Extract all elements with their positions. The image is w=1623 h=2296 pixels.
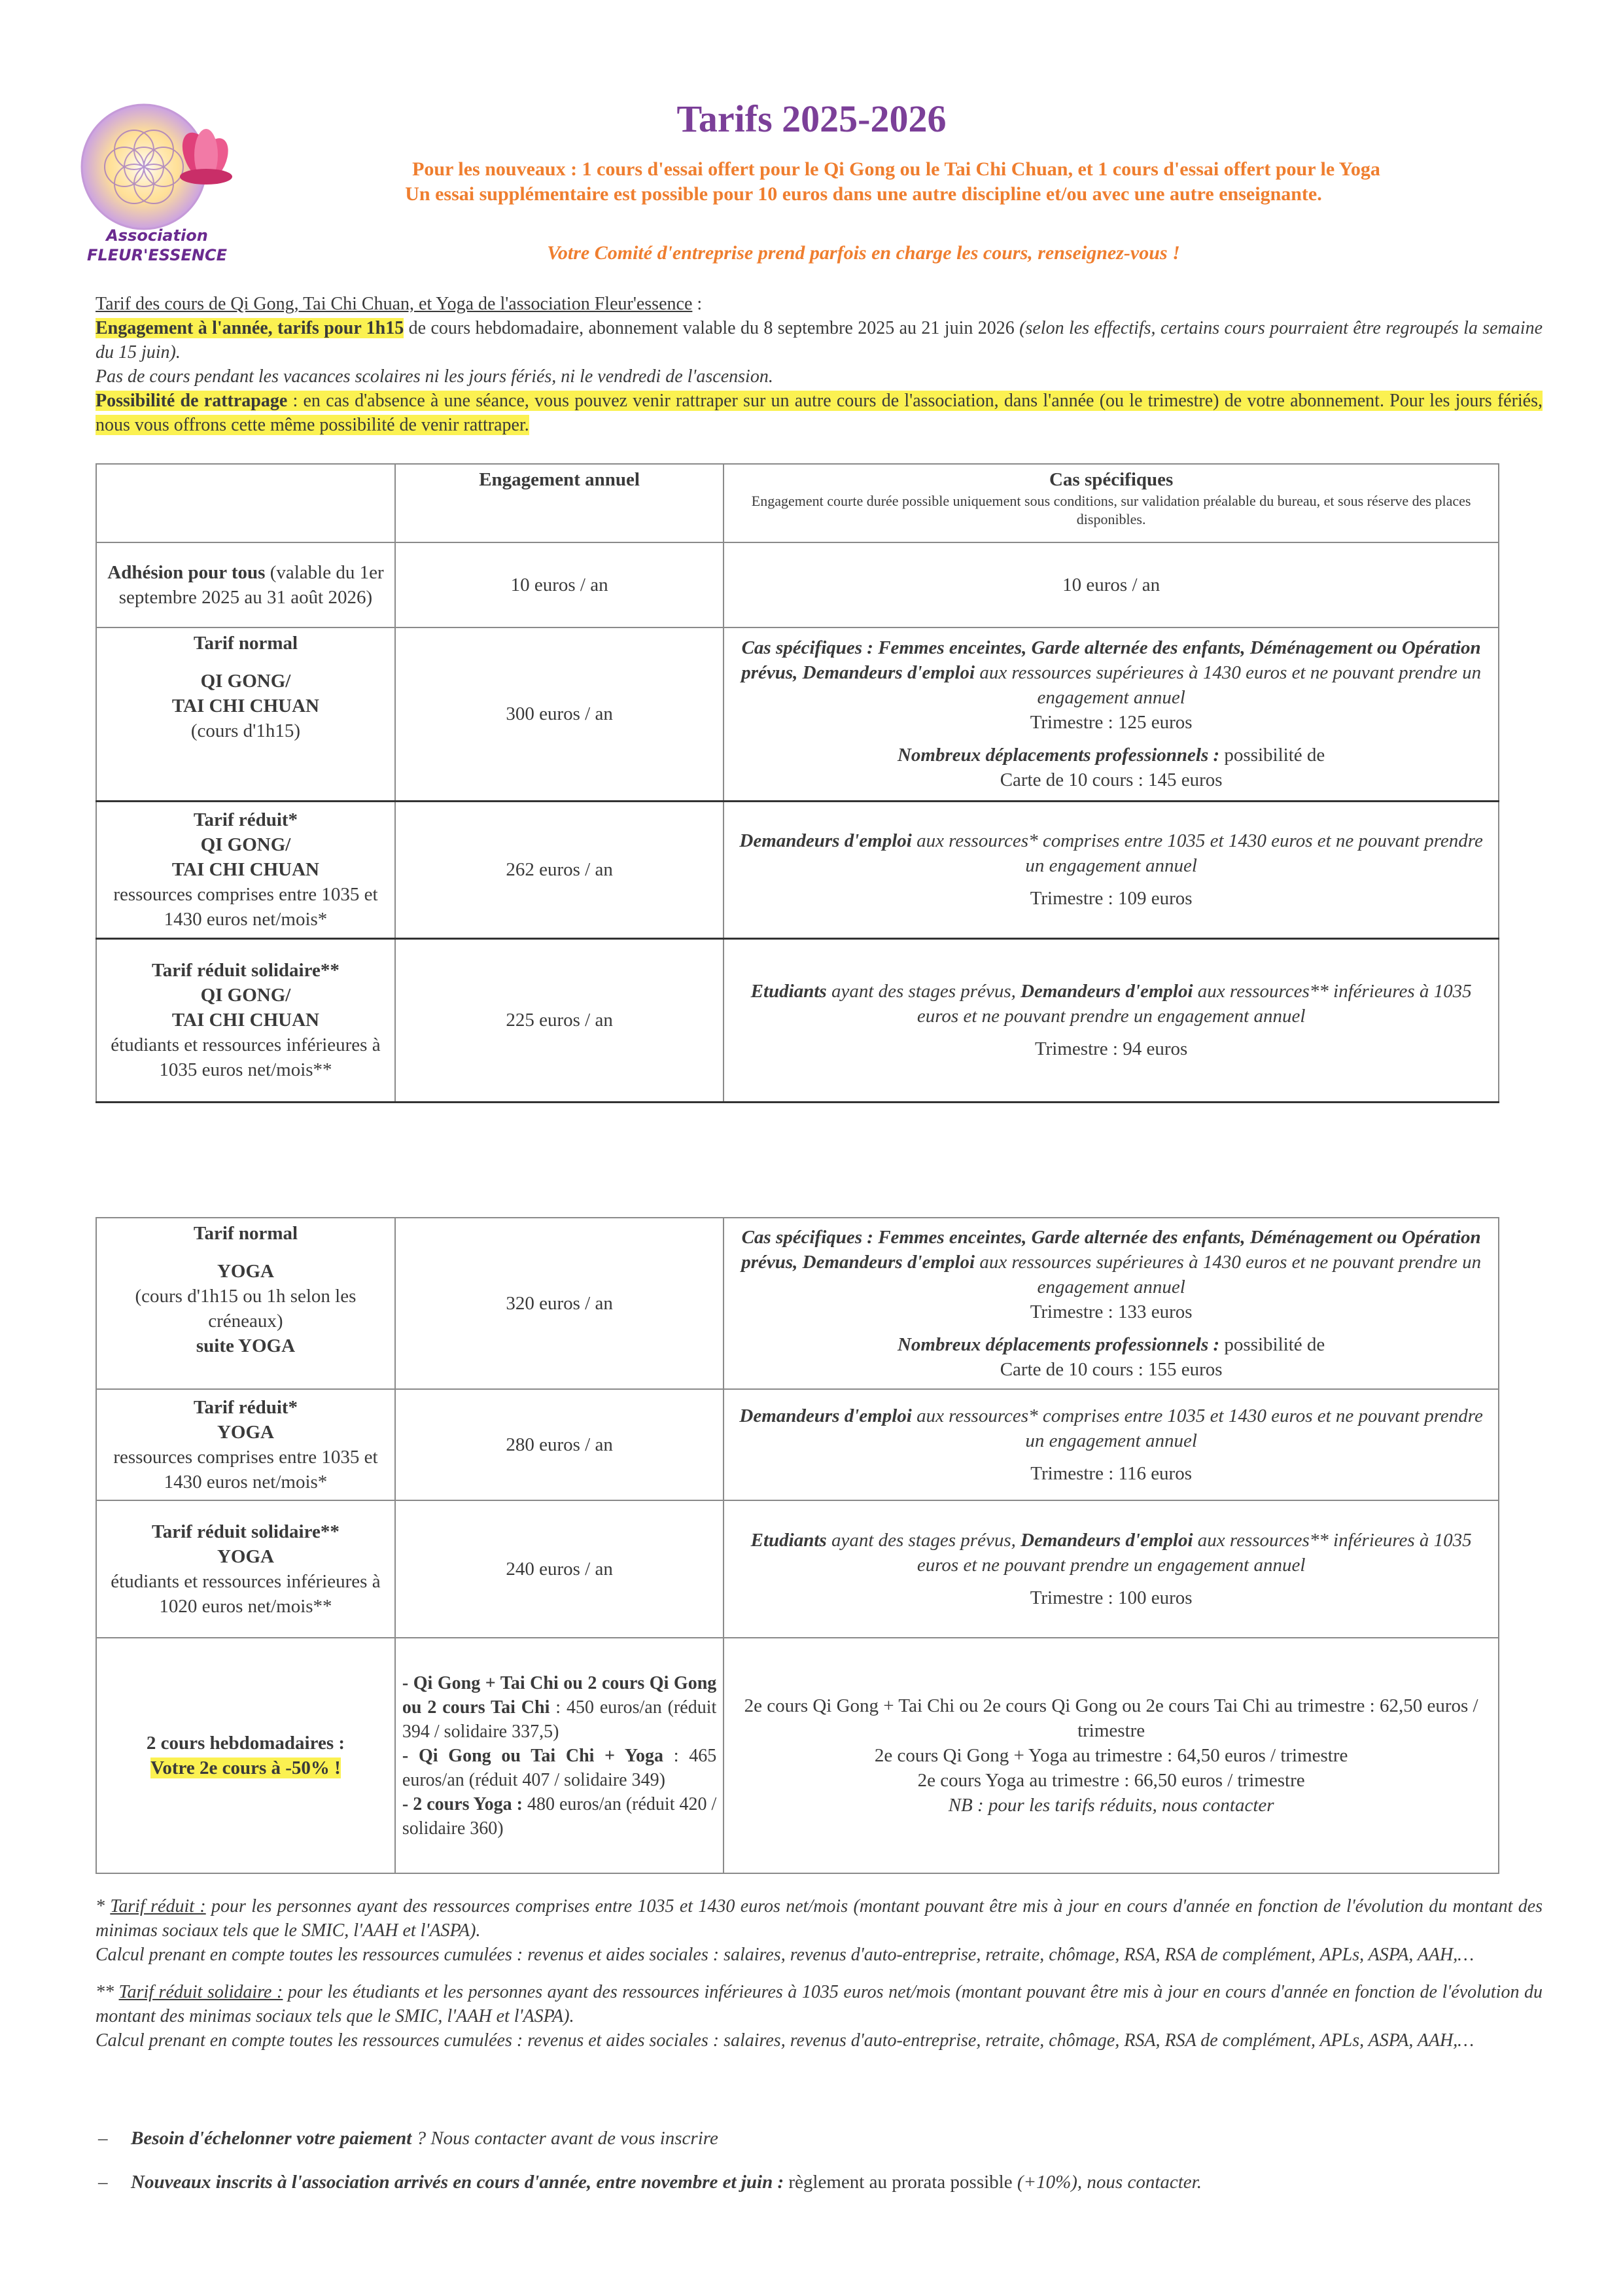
promo-line-1: Pour les nouveaux : 1 cours d'essai offert pour le Qi Gong ou le Tai Chi Chuan, et 1 cours d'essai offert pour le Yoga [412,158,1380,180]
yoga-normal-spec-italic: aux ressources supérieures à 1430 euros et ne pouvant prendre un engagement annuel [975,1252,1482,1298]
deux-cours-specific [724,1638,1499,1873]
deux-a1-rest: : 450 euros/an (réduit 394 / solidaire 337,5) [402,1697,717,1742]
intro-heading: Tarif des cours de Qi Gong, Tai Chi Chuan, et Yoga de l'association Fleur'essence [96,294,693,314]
logo-line-1: Association [106,226,208,245]
adhesion-specific: 10 euros / an [724,542,1499,627]
yoga-normal-suite: suite YOGA [196,1335,296,1356]
logo-text [79,226,236,265]
pricing-table-qigong [96,463,1499,1103]
solidaire-condition: étudiants et ressources inférieures à 1035 euros net/mois** [111,1034,381,1080]
note2-calc: Calcul prenant en compte toutes les ressources cumulées : revenus et aides sociales : salaires, revenus d'auto-entreprise, retraite, chômage, RSA, RSA de complément, APLs, ASPA, AAH,… [96,2030,1475,2051]
logo-line-2: FLEUR'ESSENCE [87,246,227,264]
note2-label: Tarif réduit solidaire : [118,1982,283,2002]
table-row [96,1500,1499,1638]
normal-qigong: QI GONG/ [200,671,291,692]
bullet-list [98,2125,1537,2213]
yoga-normal-duration: (cours d'1h15 ou 1h selon les créneaux) [135,1286,357,1332]
solidaire-annual: 225 euros / an [395,938,724,1102]
normal-spec-italic: aux ressources supérieures à 1430 euros et ne pouvant prendre un engagement annuel [975,662,1482,709]
solidaire-qigong: QI GONG/ [200,985,291,1006]
bullet2-bold: Nouveaux inscrits à l'association arrivés en cours d'année, entre novembre et juin : [131,2172,784,2193]
reduit-specific [724,801,1499,938]
solidaire-spec-i1: ayant des stages prévus, [826,981,1021,1002]
yoga-normal-annual: 320 euros / an [395,1218,724,1389]
pricing-table-yoga [96,1217,1499,1874]
adhesion-label-rest: (valable du 1er septembre 2025 au 31 août 2026) [118,562,384,608]
solidaire-qigong-label [96,938,395,1102]
normal-spec-bold: Cas spécifiques : Femmes enceintes, Garde alternée des enfants, Déménagement ou Opération prévus, Demandeurs d'emploi [741,637,1481,684]
note2-text: pour les étudiants et les personnes ayant des ressources inférieures à 1035 euros net/mois (montant pouvant être mis à jour en cours d'année en fonction de l'évolution du montant des minimas sociaux tels que le SMIC, l'AAH et l'ASPA). [96,1982,1543,2026]
solidaire-spec-b2: Demandeurs d'emploi [1021,981,1193,1002]
yoga-solidaire-condition: étudiants et ressources inférieures à 1020 euros net/mois** [111,1571,381,1617]
header-specific-subtitle: Engagement courte durée possible uniquement sous conditions, sur validation préalable du bureau, et sous réserve des places disponibles. [751,493,1471,527]
yoga-normal-carte: Carte de 10 cours : 155 euros [1000,1359,1223,1380]
bullet2-rest: (+10%), nous contacter. [1012,2172,1202,2193]
header-specific [724,464,1499,542]
dash-icon: – [98,2128,108,2149]
yoga-normal-trimestre: Trimestre : 133 euros [1030,1301,1193,1322]
rattrapage-text: : en cas d'absence à une séance, vous pouvez venir rattraper sur un autre cours de l'association, dans l'année (ou le trimestre) de votre abonnement. Pour les jours fériés, nous vous offrons cette même possibilité de venir rattraper. [96,391,1543,435]
yoga-reduit-condition: ressources comprises entre 1035 et 1430 euros net/mois* [113,1447,378,1492]
deux-a1-bold: - Qi Gong + Tai Chi ou 2 cours Qi Gong ou 2 cours Tai Chi [402,1672,717,1718]
deux-a3-rest: 480 euros/an (réduit 420 / solidaire 360) [402,1793,717,1839]
reduit-spec-bold: Demandeurs d'emploi [739,830,912,851]
normal-annual: 300 euros / an [395,627,724,801]
yoga-reduit-spec-italic: aux ressources* comprises entre 1035 et 1430 euros et ne pouvant prendre un engagement annuel [911,1405,1483,1451]
normal-qigong-label [96,627,395,801]
header-annual: Engagement annuel [395,464,724,542]
yoga-reduit-spec-bold: Demandeurs d'emploi [739,1405,912,1426]
note1-label: Tarif réduit : [110,1896,206,1916]
solidaire-yoga-label [96,1500,395,1638]
solidaire-trimestre: Trimestre : 94 euros [1034,1038,1188,1059]
normal-depl-bold: Nombreux déplacements professionnels : [897,745,1220,766]
yoga-reduit-trimestre: Trimestre : 116 euros [1030,1463,1193,1484]
yoga-solidaire-specific [724,1500,1499,1638]
table-row [96,542,1499,627]
yoga-solidaire-spec-i2: aux ressources** inférieures à 1035 euros et ne pouvant prendre un engagement annuel [916,1530,1472,1576]
promo-line-2: Un essai supplémentaire est possible pour 10 euros dans une autre discipline et/ou avec une autre enseignante. [405,183,1322,205]
yoga-solidaire-annual: 240 euros / an [395,1500,724,1638]
reduit-title: Tarif réduit* [193,809,298,830]
deux-s1: 2e cours Qi Gong + Tai Chi ou 2e cours Qi Gong ou 2e cours Tai Chi au trimestre : 62,50 euros / trimestre [744,1695,1478,1741]
table-row [96,938,1499,1102]
yoga-normal-depl-bold: Nombreux déplacements professionnels : [897,1334,1220,1355]
normal-trimestre: Trimestre : 125 euros [1030,712,1193,733]
footnotes [96,1894,1543,2066]
yoga-normal-specific [724,1218,1499,1389]
reduit-annual: 262 euros / an [395,801,724,938]
yoga-reduit-yoga: YOGA [217,1422,274,1443]
bullet2-mid: règlement au prorata possible [784,2172,1013,2193]
deux-a3-bold: - 2 cours Yoga : [402,1793,523,1814]
deux-cours-label [96,1638,395,1873]
engagement-text: de cours hebdomadaire, abonnement valable du 8 septembre 2025 au 21 juin 2026 [404,318,1015,338]
adhesion-label [96,542,395,627]
yoga-reduit-annual: 280 euros / an [395,1389,724,1500]
normal-duration: (cours d'1h15) [190,720,300,741]
normal-depl-rest: possibilité de [1219,745,1325,766]
note2-prefix: ** [96,1982,119,2002]
solidaire-spec-i2: aux ressources** inférieures à 1035 euros et ne pouvant prendre un engagement annuel [916,981,1472,1027]
normal-carte: Carte de 10 cours : 145 euros [1000,769,1223,791]
deux-cours-title: 2 cours hebdomadaires : [146,1733,345,1754]
deux-s2: 2e cours Qi Gong + Yoga au trimestre : 64,50 euros / trimestre [874,1745,1348,1766]
yoga-solidaire-spec-b2: Demandeurs d'emploi [1021,1530,1193,1551]
yoga-normal-depl-rest: possibilité de [1219,1334,1325,1355]
yoga-solidaire-spec-b1: Etudiants [750,1530,827,1551]
solidaire-specific [724,938,1499,1102]
rattrapage-label: Possibilité de rattrapage [96,391,288,411]
deux-cours-annual [395,1638,724,1873]
note1-text: pour les personnes ayant des ressources comprises entre 1035 et 1430 euros net/mois (montant pouvant être mis à jour en cours d'année en fonction de l'évolution du montant des minimas sociaux tels que le SMIC, l'AAH et l'ASPA). [96,1896,1543,1941]
yoga-reduit-specific [724,1389,1499,1500]
reduit-qigong-label [96,801,395,938]
header-specific-title: Cas spécifiques [1049,469,1174,490]
yoga-solidaire-spec-i1: ayant des stages prévus, [826,1530,1021,1551]
table-row [96,627,1499,801]
reduit-qigong: QI GONG/ [200,834,291,855]
deux-s3: 2e cours Yoga au trimestre : 66,50 euros / trimestre [917,1770,1305,1791]
solidaire-title: Tarif réduit solidaire** [152,960,340,981]
deux-a2-rest: : 465 euros/an (réduit 407 / solidaire 349) [402,1745,717,1790]
holidays-note: Pas de cours pendant les vacances scolaires ni les jours fériés, ni le vendredi de l'ascension. [96,366,773,387]
deux-s4: NB : pour les tarifs réduits, nous contacter [948,1795,1274,1816]
table-row [96,1218,1499,1389]
engagement-note: (selon les effectifs, certains cours pourraient être regroupés la semaine du 15 juin). [96,318,1543,362]
solidaire-spec-b1: Etudiants [750,981,827,1002]
yoga-solidaire-trimestre: Trimestre : 100 euros [1030,1587,1193,1608]
normal-yoga-label [96,1218,395,1389]
reduit-condition: ressources comprises entre 1035 et 1430 euros net/mois* [113,884,378,930]
promo-line-3: Votre Comité d'entreprise prend parfois en charge les cours, renseignez-vous ! [547,242,1180,264]
reduit-spec-italic: aux ressources* comprises entre 1035 et 1430 euros et ne pouvant prendre un engagement annuel [911,830,1483,876]
adhesion-annual: 10 euros / an [395,542,724,627]
yoga-normal-spec-bold: Cas spécifiques : Femmes enceintes, Garde alternée des enfants, Déménagement ou Opération prévus, Demandeurs d'emploi [741,1227,1481,1273]
yoga-normal-title: Tarif normal [193,1223,298,1244]
engagement-highlight: Engagement à l'année, tarifs pour 1h15 [96,318,404,338]
intro-colon: : [692,294,703,314]
dash-icon: – [98,2172,108,2193]
yoga-reduit-title: Tarif réduit* [193,1397,298,1418]
table-row [96,1389,1499,1500]
note1-calc: Calcul prenant en compte toutes les ressources cumulées : revenus et aides sociales : salaires, revenus d'auto-entreprise, retraite, chômage, RSA, RSA de complément, APLs, ASPA, AAH,… [96,1945,1475,1965]
normal-taichi: TAI CHI CHUAN [171,696,319,716]
intro-text [96,292,1543,437]
reduit-taichi: TAI CHI CHUAN [171,859,319,880]
header-empty-cell [96,464,395,542]
page-title: Tarifs 2025-2026 [676,97,947,140]
yoga-solidaire-title: Tarif réduit solidaire** [152,1521,340,1542]
note1-prefix: * [96,1896,111,1916]
deux-a2-bold: - Qi Gong ou Tai Chi + Yoga [402,1745,663,1766]
reduit-trimestre: Trimestre : 109 euros [1030,888,1193,909]
table-row [96,1638,1499,1873]
yoga-normal-yoga: YOGA [217,1261,274,1282]
list-item [98,2169,1537,2195]
bullet1-rest: ? Nous contacter avant de vous inscrire [411,2128,718,2149]
reduit-yoga-label [96,1389,395,1500]
adhesion-label-bold: Adhésion pour tous [107,562,266,583]
bullet1-bold: Besoin d'échelonner votre paiement [131,2128,412,2149]
solidaire-taichi: TAI CHI CHUAN [171,1010,319,1031]
normal-specific [724,627,1499,801]
normal-title: Tarif normal [193,633,298,654]
list-item [98,2125,1537,2151]
table-header-row [96,464,1499,542]
table-row [96,801,1499,938]
yoga-solidaire-yoga: YOGA [217,1546,274,1567]
deux-cours-discount: Votre 2e cours à -50% ! [150,1757,341,1778]
